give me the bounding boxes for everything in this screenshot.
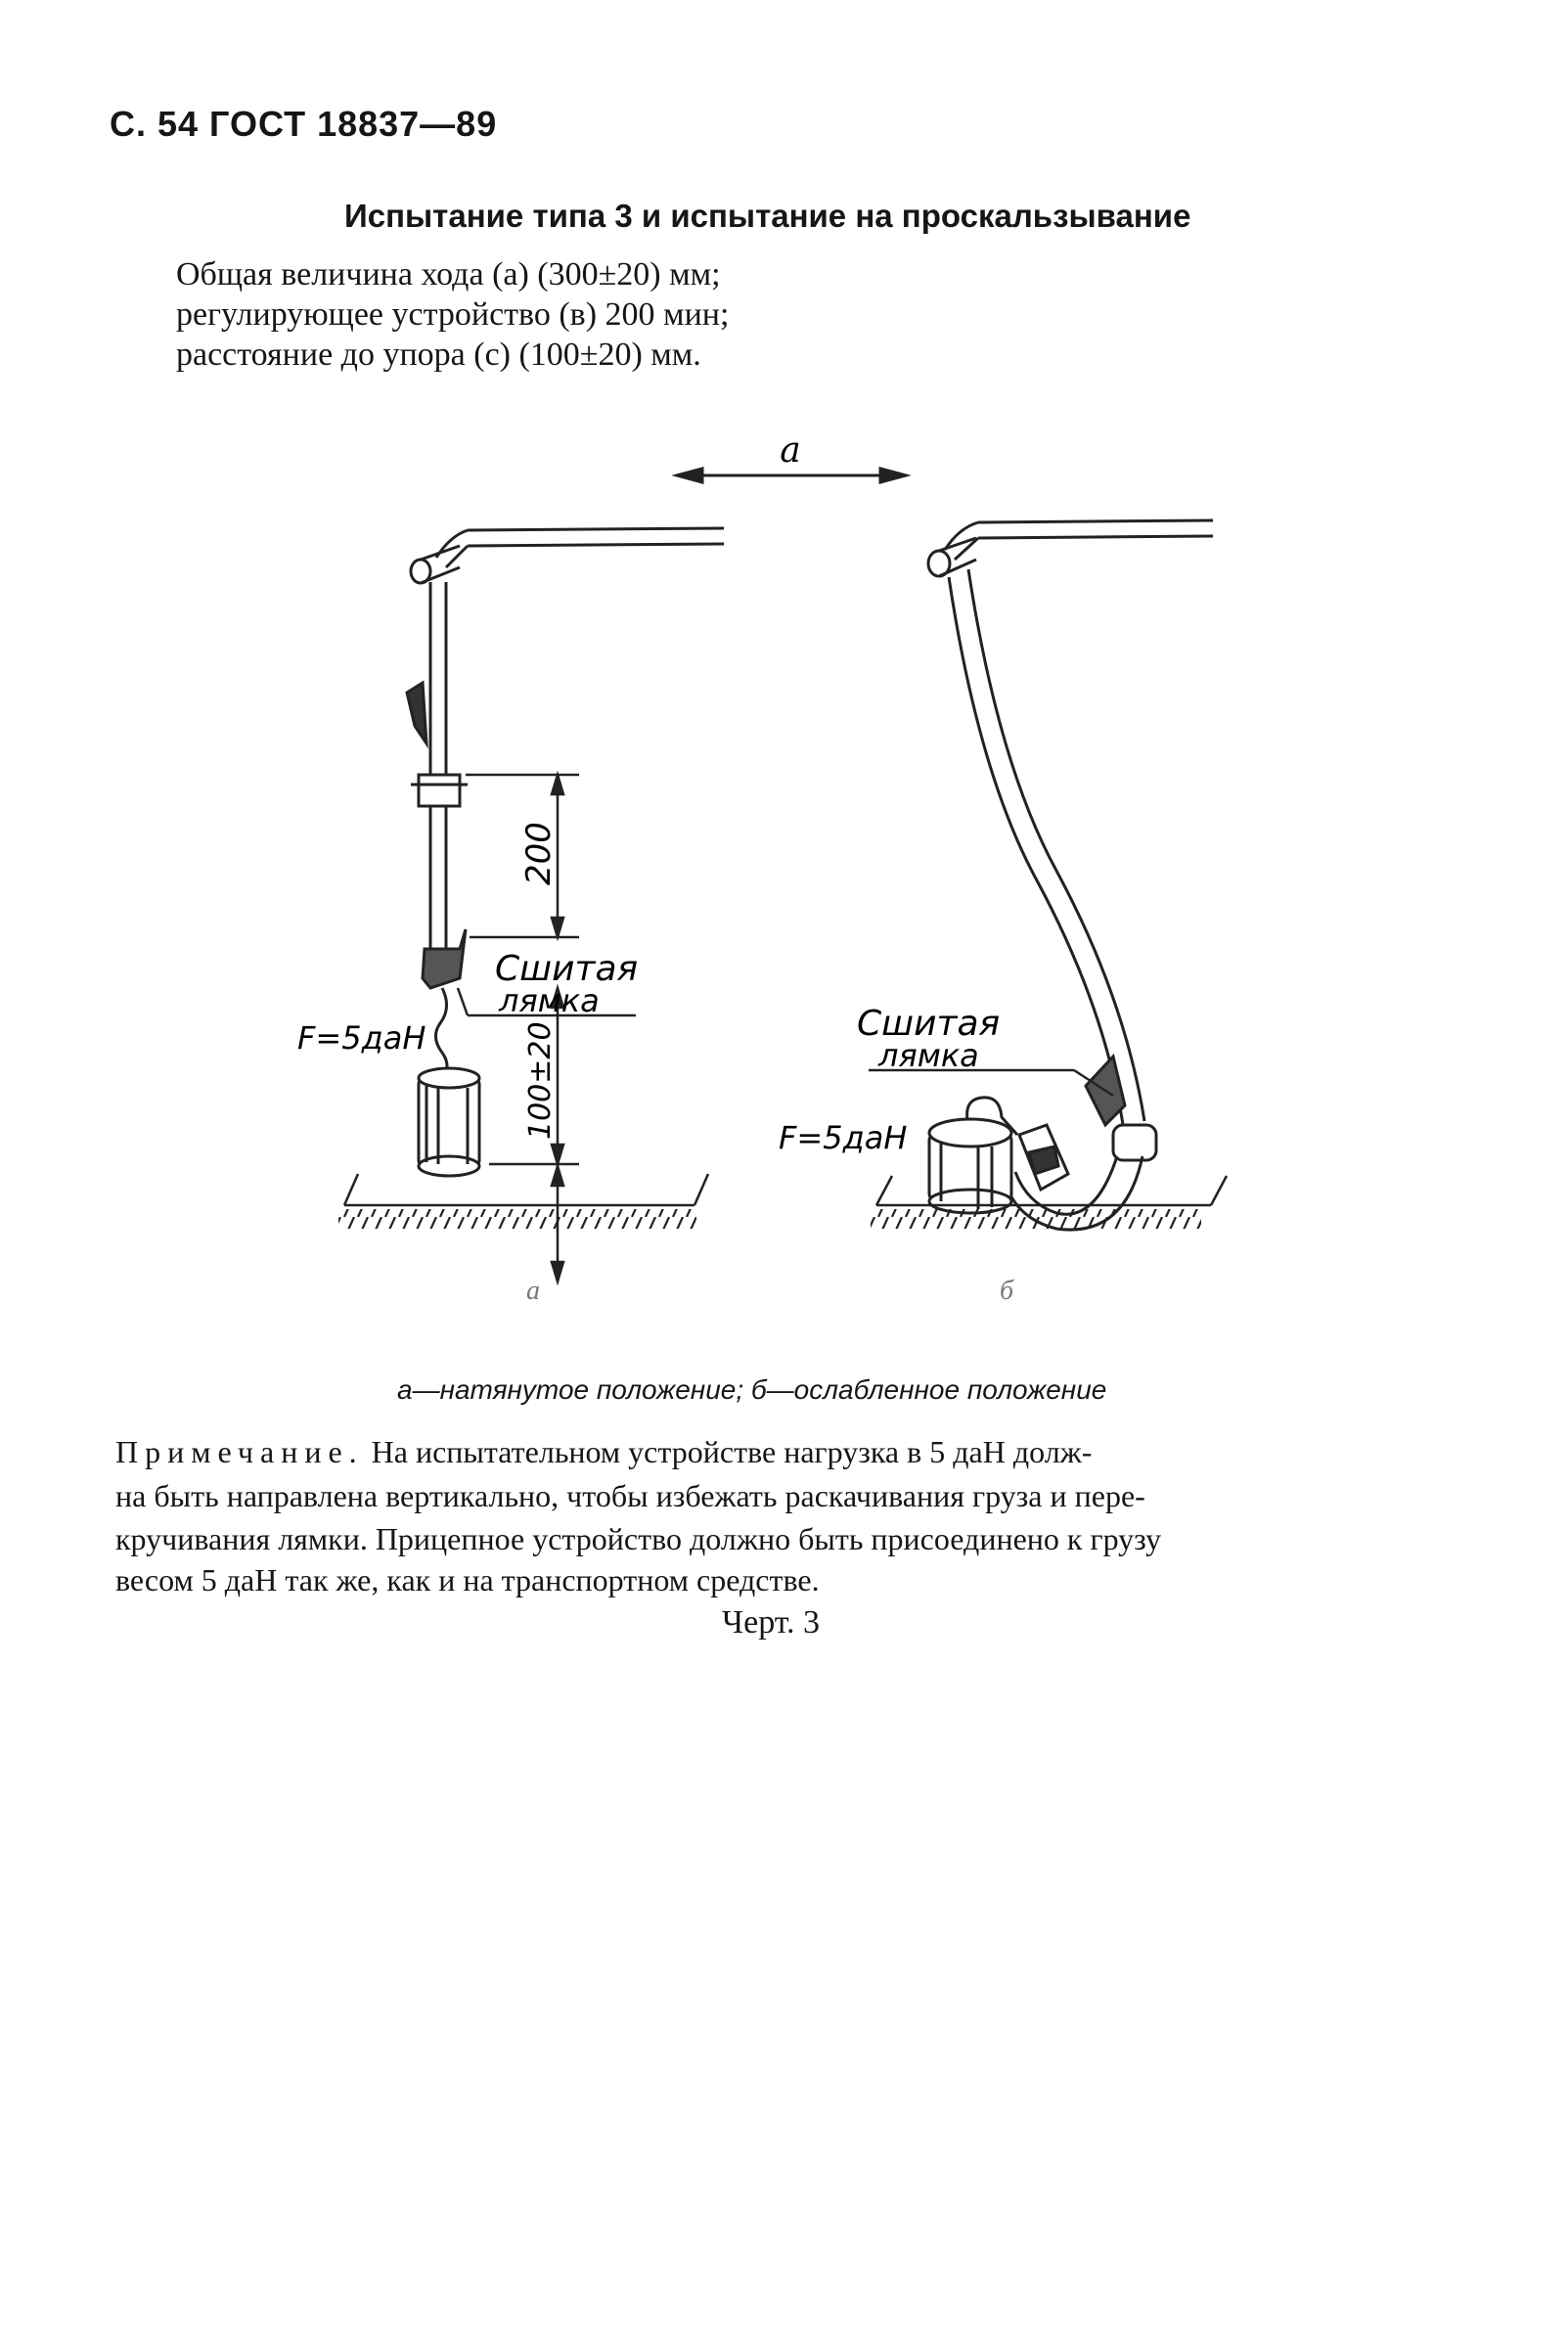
- drawing-number: Черт. 3: [722, 1604, 821, 1641]
- note-line-1-text: На испытательном устройстве нагрузка в 5 даН долж-: [363, 1434, 1093, 1469]
- travel-label: a: [780, 430, 801, 471]
- test-diagram: [0, 421, 1568, 1301]
- left-strap-label-2: лямка: [499, 982, 600, 1019]
- sub-label-a: а: [526, 1276, 540, 1301]
- parameter-travel: Общая величина хода (a) (300±20) мм;: [176, 256, 721, 292]
- left-weight: [419, 1068, 479, 1176]
- right-strap-label-2: лямка: [878, 1037, 979, 1074]
- right-strap-label-1: Сшитая: [857, 1004, 1001, 1044]
- left-strap-label-1: Сшитая: [495, 949, 639, 989]
- parameter-stop-distance: расстояние до упора (с) (100±20) мм.: [176, 337, 701, 373]
- right-weight: [929, 1119, 1011, 1213]
- note-line-1: [115, 1434, 1504, 1470]
- left-ground: [338, 1174, 708, 1229]
- section-title: Испытание типа 3 и испытание на проскальзывание: [344, 198, 1191, 234]
- note-line-3: кручивания лямки. Прицепное устройство должно быть присоединено к грузу: [115, 1521, 1162, 1556]
- parameter-adjuster: регулирующее устройство (в) 200 мин;: [176, 296, 730, 333]
- left-force-label: F=5даН: [297, 1019, 426, 1057]
- note-line-4: весом 5 даН так же, как и на транспортном средстве.: [115, 1562, 820, 1597]
- page-header: С. 54 ГОСТ 18837—89: [110, 104, 498, 144]
- left-leader-tick: [458, 988, 468, 1015]
- dim-100-label: 100±20: [523, 1021, 558, 1140]
- sub-label-b: б: [1000, 1276, 1014, 1301]
- note-lead: Примечание.: [115, 1434, 364, 1469]
- travel-arrow: [677, 469, 906, 482]
- figure-caption: а—натянутое положение; б—ослабленное положение: [397, 1374, 1107, 1405]
- dim-200-label: 200: [519, 822, 559, 885]
- note-line-2: на быть направлена вертикально, чтобы избежать раскачивания груза и пере-: [115, 1478, 1145, 1513]
- right-force-label: F=5даН: [779, 1119, 908, 1156]
